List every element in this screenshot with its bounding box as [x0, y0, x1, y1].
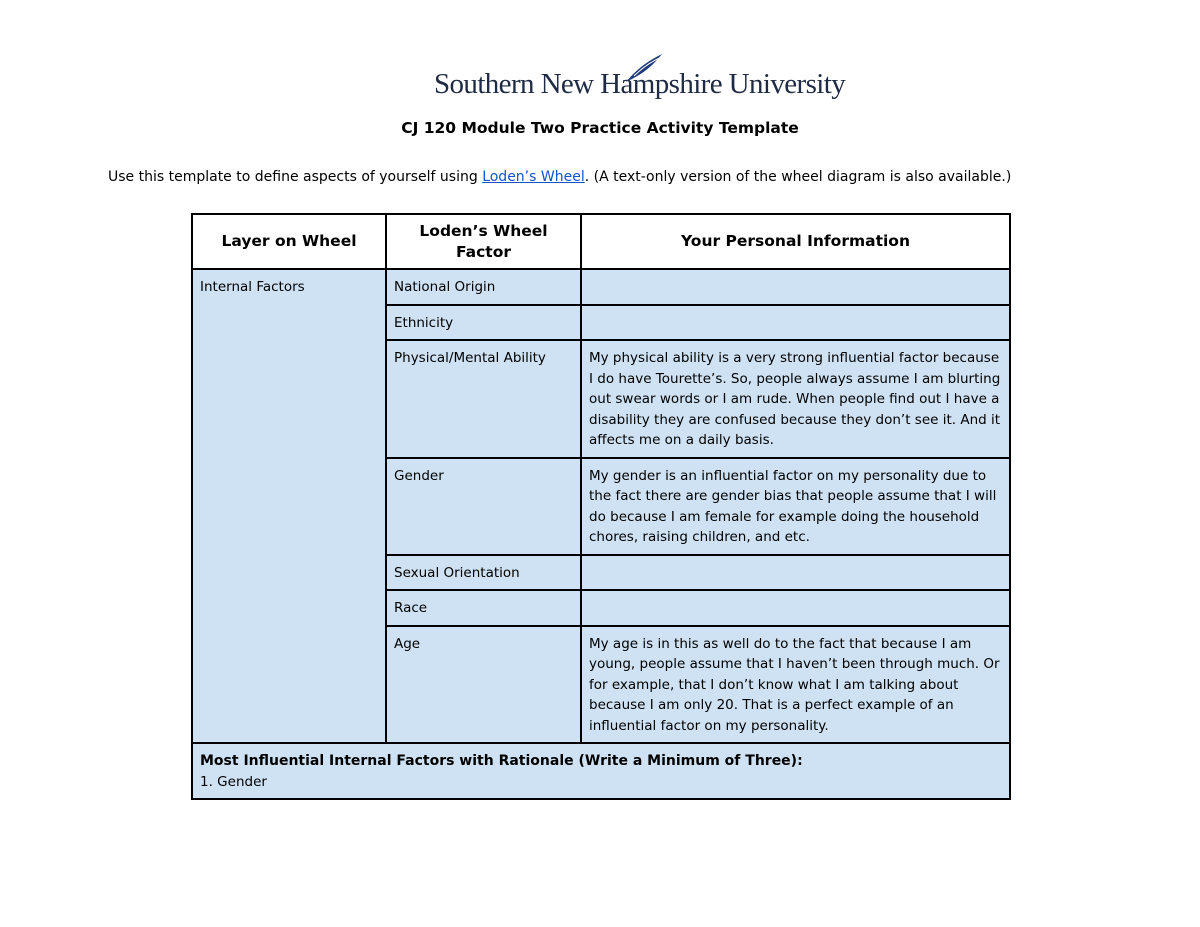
info-cell[interactable]: My physical ability is a very strong influential factor because I do have Tourette’s. So, people always assume I am blurting out swear words or I am rude. When people find out I have a disability they are confused because they don’t see it. And it affects me on a daily basis. — [581, 340, 1010, 458]
factor-cell: Race — [386, 590, 581, 626]
lodens-wheel-link[interactable]: Loden’s Wheel — [482, 169, 585, 185]
factor-cell: Gender — [386, 458, 581, 555]
info-cell[interactable] — [581, 555, 1010, 591]
intro-text-end: . (A text-only version of the wheel diagram is also available.) — [584, 169, 1012, 185]
info-cell[interactable] — [581, 305, 1010, 341]
summary-title: Most Influential Internal Factors with Rationale (Write a Minimum of Three): — [200, 753, 803, 769]
factor-cell: Physical/Mental Ability — [386, 340, 581, 458]
table-header-row — [192, 214, 1010, 269]
header-personal-information: Your Personal Information — [581, 214, 1010, 269]
factor-cell: Sexual Orientation — [386, 555, 581, 591]
info-cell[interactable]: My age is in this as well do to the fact that because I am young, people assume that I haven’t been through much. Or for example, that I don’t know what I am talking about because I am only 20. That is a perfect example of an influential factor on my personality. — [581, 626, 1010, 744]
info-cell[interactable] — [581, 269, 1010, 305]
info-cell[interactable] — [581, 590, 1010, 626]
header-wheel-factor: Loden’s Wheel Factor — [386, 214, 581, 269]
summary-cell[interactable] — [192, 743, 1010, 799]
table-row — [192, 269, 1010, 305]
summary-row — [192, 743, 1010, 799]
info-cell[interactable]: My gender is an influential factor on my personality due to the fact there are gender bias that people assume that I will do because I am female for example doing the household chores, raising children, and etc. — [581, 458, 1010, 555]
intro-text-start: Use this template to define aspects of yourself using — [108, 169, 483, 185]
page-title: CJ 120 Module Two Practice Activity Template — [401, 119, 799, 137]
summary-text: 1. Gender — [200, 773, 267, 790]
university-logo — [434, 52, 846, 108]
factor-cell: Ethnicity — [386, 305, 581, 341]
lodens-wheel-table — [191, 213, 1011, 800]
logo-wordmark: Southern New Hampshire University — [434, 68, 846, 100]
intro-paragraph — [108, 169, 1011, 185]
layer-internal-factors: Internal Factors — [192, 269, 386, 743]
factor-cell: National Origin — [386, 269, 581, 305]
factor-cell: Age — [386, 626, 581, 744]
header-layer-on-wheel: Layer on Wheel — [192, 214, 386, 269]
